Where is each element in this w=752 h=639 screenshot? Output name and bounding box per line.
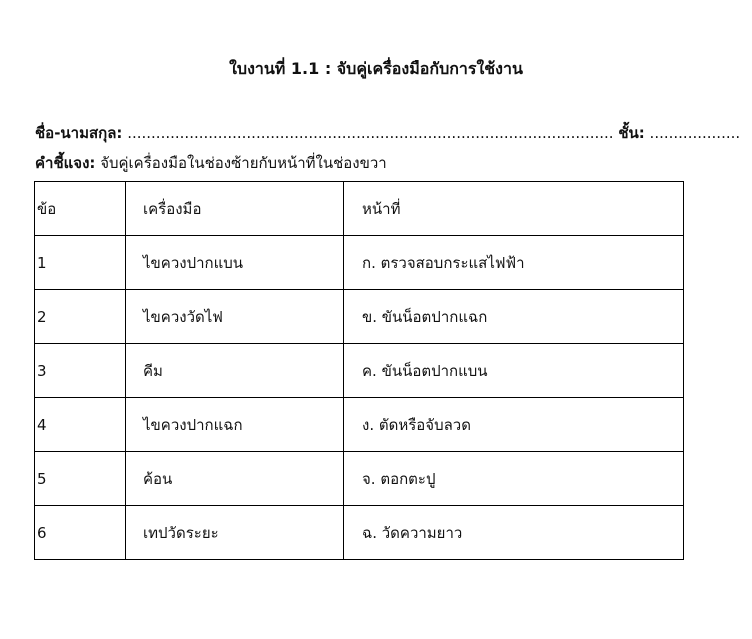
table-header-row bbox=[35, 182, 684, 236]
table-row bbox=[35, 236, 684, 290]
class-label: ชั้น: bbox=[618, 124, 645, 142]
header-function: หน้าที่ bbox=[344, 182, 684, 236]
student-info-line bbox=[35, 122, 740, 144]
row-no: 5 bbox=[35, 452, 126, 506]
row-no: 2 bbox=[35, 290, 126, 344]
name-label: ชื่อ-นามสกุล: bbox=[35, 124, 123, 142]
matching-table bbox=[34, 181, 684, 560]
table-row bbox=[35, 506, 684, 560]
row-function: ข. ขันน็อตปากแฉก bbox=[344, 290, 684, 344]
header-no: ข้อ bbox=[35, 182, 126, 236]
row-tool: ไขควงปากแบน bbox=[126, 236, 344, 290]
row-function: ก. ตรวจสอบกระแสไฟฟ้า bbox=[344, 236, 684, 290]
row-tool: เทปวัดระยะ bbox=[126, 506, 344, 560]
table-row bbox=[35, 398, 684, 452]
class-blank: ................... bbox=[649, 124, 741, 142]
row-function: ง. ตัดหรือจับลวด bbox=[344, 398, 684, 452]
instruction-text: จับคู่เครื่องมือในช่องซ้ายกับหน้าที่ในช่องขวา bbox=[100, 154, 387, 172]
row-no: 1 bbox=[35, 236, 126, 290]
header-tool: เครื่องมือ bbox=[126, 182, 344, 236]
row-tool: ค้อน bbox=[126, 452, 344, 506]
row-tool: คีม bbox=[126, 344, 344, 398]
row-tool: ไขควงวัดไฟ bbox=[126, 290, 344, 344]
instruction-label: คำชี้แจง: bbox=[35, 154, 96, 172]
instruction-line bbox=[35, 152, 387, 174]
name-blank: ...................................................................................................... bbox=[127, 124, 614, 142]
row-tool: ไขควงปากแฉก bbox=[126, 398, 344, 452]
worksheet-title: ใบงานที่ 1.1 : จับคู่เครื่องมือกับการใช้งาน bbox=[229, 59, 523, 78]
row-no: 6 bbox=[35, 506, 126, 560]
table-row bbox=[35, 344, 684, 398]
table-row bbox=[35, 452, 684, 506]
row-no: 4 bbox=[35, 398, 126, 452]
row-function: จ. ตอกตะปู bbox=[344, 452, 684, 506]
table-row bbox=[35, 290, 684, 344]
row-function: ค. ขันน็อตปากแบน bbox=[344, 344, 684, 398]
row-function: ฉ. วัดความยาว bbox=[344, 506, 684, 560]
row-no: 3 bbox=[35, 344, 126, 398]
